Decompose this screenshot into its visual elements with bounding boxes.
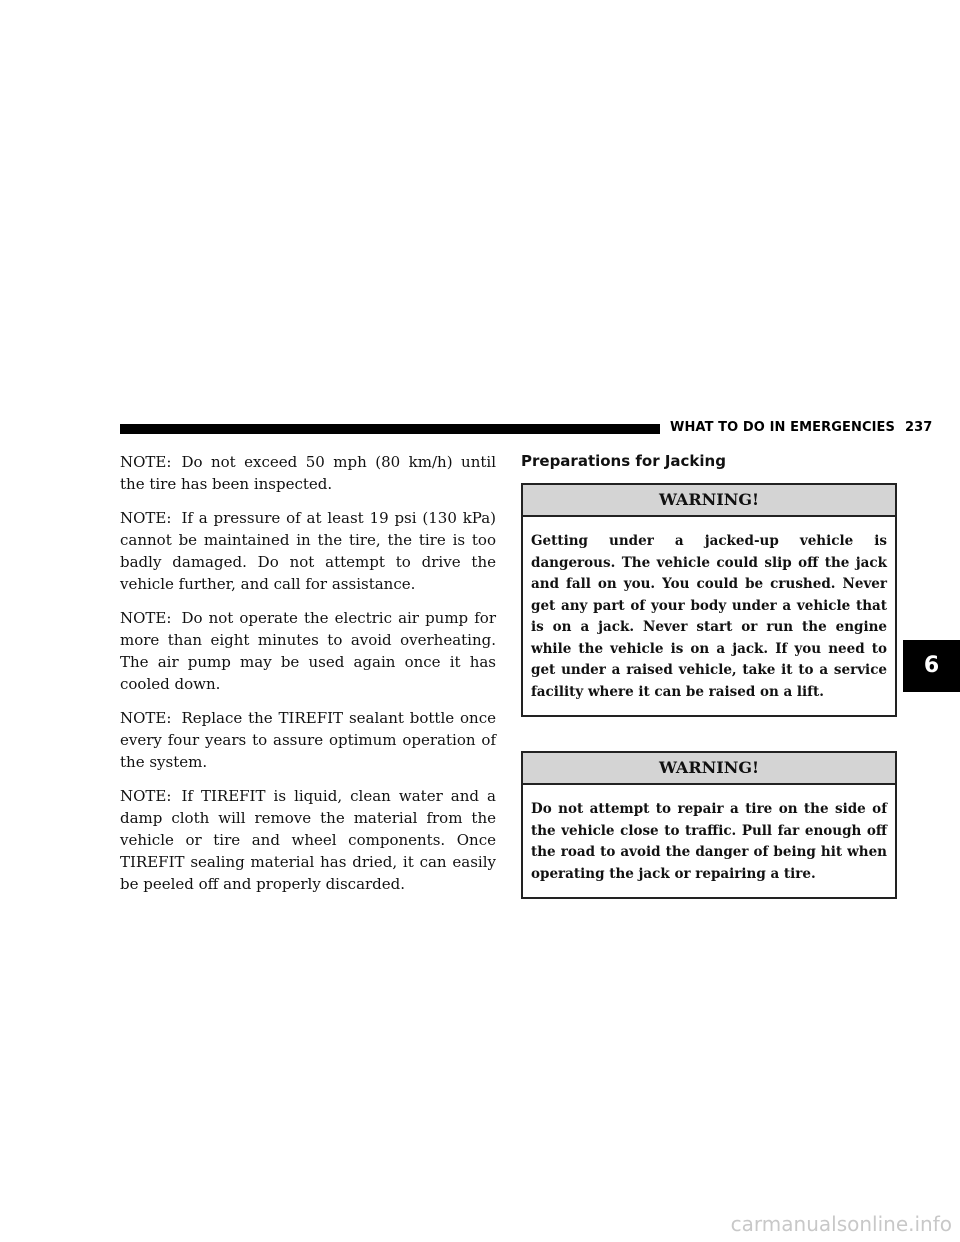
warning-title: WARNING!: [523, 485, 895, 517]
warning-title: WARNING!: [523, 753, 895, 785]
note-label: NOTE:: [120, 453, 172, 471]
warning-text: Getting under a jacked-up vehicle is dangerous. The vehicle could slip off the jack and fall on you. You could be crushed. Never get any part of your body under a vehicle that is on a jack. Never start or run the engine while the vehicle is on a jack. If you need to get under a raised vehicle, take it to a service facility where it can be raised on a lift.: [531, 533, 887, 700]
note-text: If TIREFIT is liquid, clean water and a damp cloth will remove the material from the vehicle or tire and wheel components. Once TIREFIT sealing material has dried, it can easily be peeled off and properly discarded.: [120, 787, 496, 893]
note-2: [120, 507, 496, 595]
note-text: Do not exceed 50 mph (80 km/h) until the tire has been inspected.: [120, 453, 496, 493]
note-1: [120, 451, 496, 495]
note-label: NOTE:: [120, 609, 172, 627]
note-label: NOTE:: [120, 787, 172, 805]
chapter-tab: 6: [903, 640, 960, 692]
note-text: Replace the TIREFIT sealant bottle once every four years to assure optimum operation of the system.: [120, 709, 496, 771]
note-text: Do not operate the electric air pump for more than eight minutes to avoid overheating. The air pump may be used again once it has cooled down.: [120, 609, 496, 693]
note-3: [120, 607, 496, 695]
warning-box-jacking: [521, 483, 897, 717]
running-header: [670, 420, 932, 435]
note-5: [120, 785, 496, 895]
right-column: [521, 451, 897, 933]
watermark: carmanualsonline.info: [730, 1212, 952, 1236]
page-number: 237: [904, 420, 933, 435]
note-text: If a pressure of at least 19 psi (130 kPa) cannot be maintained in the tire, the tire is too badly damaged. Do not attempt to drive the vehicle further, and call for assistance.: [120, 509, 496, 593]
warning-box-traffic: [521, 751, 897, 899]
note-label: NOTE:: [120, 709, 172, 727]
note-label: NOTE:: [120, 509, 172, 527]
left-column: [120, 451, 496, 907]
warning-text: Do not attempt to repair a tire on the side of the vehicle close to traffic. Pull far enough off the road to avoid the danger of being hit when operating the jack or repairing a tire.: [531, 801, 887, 882]
section-heading: Preparations for Jacking: [521, 452, 726, 470]
header-rule: [120, 424, 660, 434]
note-4: [120, 707, 496, 773]
header-title: WHAT TO DO IN EMERGENCIES: [670, 420, 895, 435]
